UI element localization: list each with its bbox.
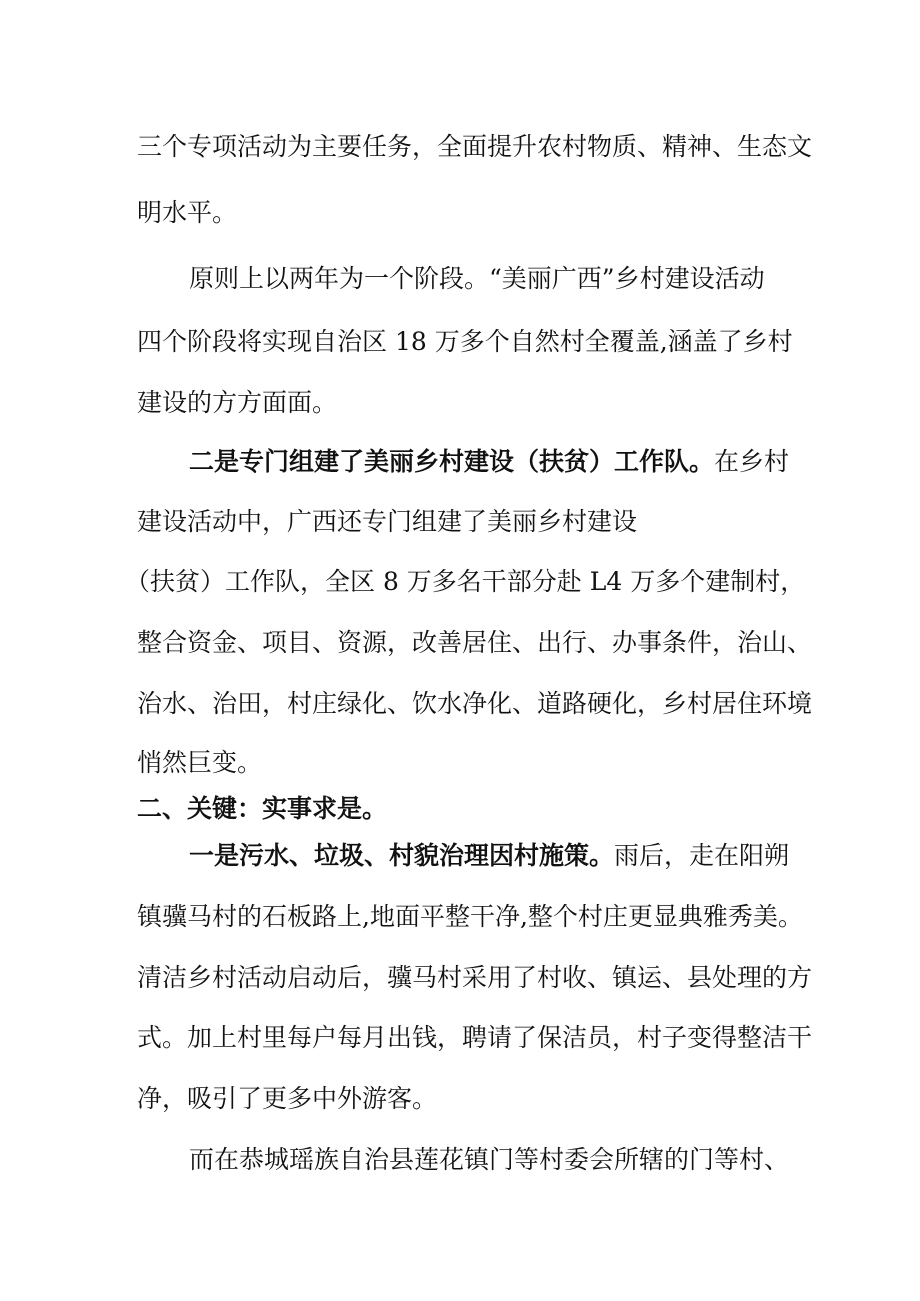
paragraph-line-10: 治水、治田，村庄绿化、饮水净化、道路硬化，乡村居住环境 — [137, 689, 813, 718]
paragraph-line-2: 明水平。 — [137, 198, 238, 227]
paragraph-line-5: 建设的方方面面。 — [137, 388, 338, 417]
normal-text: 雨后，走在阳朔 — [614, 841, 790, 870]
paragraph-line-1: 三个专项活动为主要任务，全面提升农村物质、精神、生态文 — [137, 132, 813, 161]
paragraph-line-7: 建设活动中，广西还专门组建了美丽乡村建设 — [137, 507, 638, 536]
paragraph-line-14: 镇骥马村的石板路上,地面平整干净,整个村庄更显典雅秀美。 — [137, 902, 803, 931]
section-heading: 二、关键：实事求是。 — [137, 794, 388, 823]
paragraph-line-6 — [189, 446, 829, 478]
paragraph-line-17: 净，吸引了更多中外游客。 — [137, 1084, 438, 1113]
paragraph-line-18: 而在恭城瑶族自治县莲花镇门等村委会所辖的门等村、 — [189, 1145, 790, 1174]
paragraph-line-8: （扶贫）工作队，全区 8 万多名干部分赴 L4 万多个建制村， — [125, 567, 806, 596]
paragraph-line-15: 清洁乡村活动启动后，骥马村采用了村收、镇运、县处理的方 — [137, 963, 813, 992]
paragraph-line-11: 悄然巨变。 — [137, 748, 263, 777]
paragraph-line-16: 式。加上村里每户每月出钱，聘请了保洁员，村子变得整洁干 — [137, 1023, 813, 1052]
bold-lead-sentence: 一是污水、垃圾、村貌治理因村施策。 — [189, 841, 615, 870]
paragraph-line-4: 四个阶段将实现自治区 18 万多个自然村全覆盖,涵盖了乡村 — [137, 327, 793, 356]
bold-lead-sentence: 二是专门组建了美丽乡村建设（扶贫）工作队。 — [189, 447, 715, 476]
paragraph-line-3: 原则上以两年为一个阶段。“美丽广西”乡村建设活动 — [189, 264, 765, 293]
paragraph-line-9: 整合资金、项目、资源，改善居住、出行、办事条件，治山、 — [137, 628, 813, 657]
paragraph-line-13 — [189, 840, 809, 872]
normal-text: 在乡村 — [714, 447, 790, 476]
